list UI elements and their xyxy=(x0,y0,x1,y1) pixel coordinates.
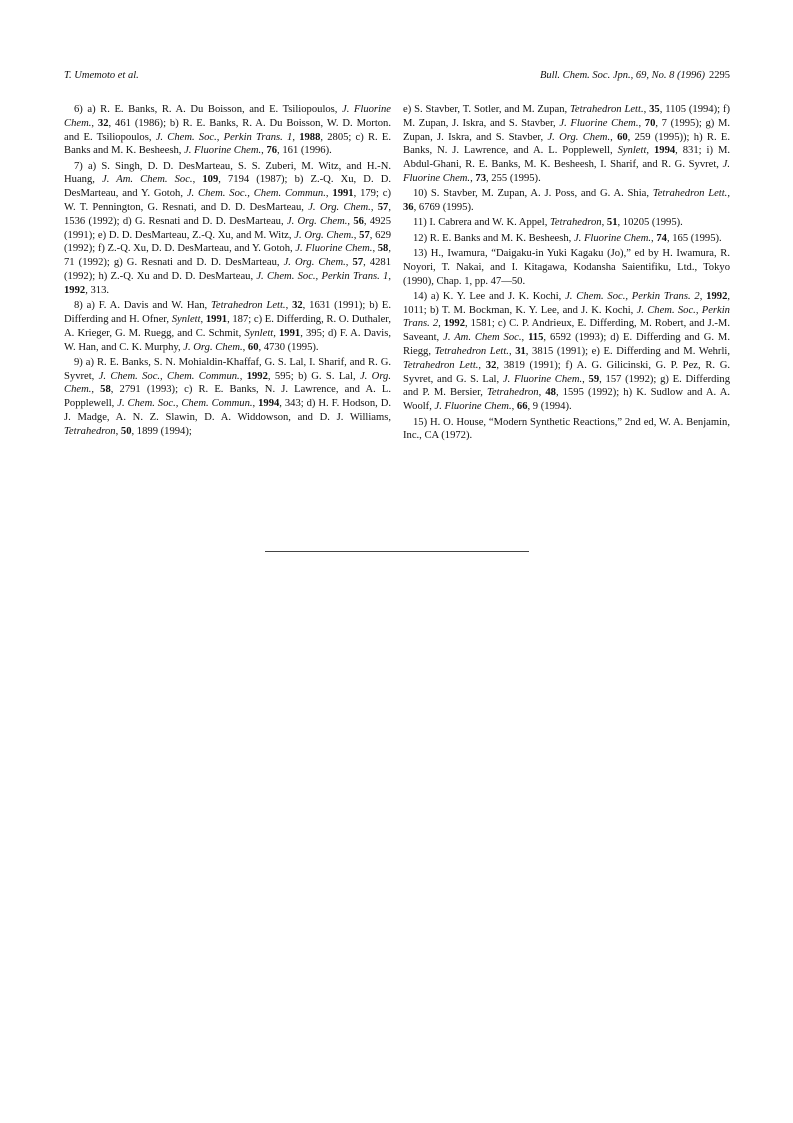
reference-text: , 4281 (1992); h) Z.-Q. Xu and D. D. DesMarteau, xyxy=(64,257,392,283)
reference-text: , xyxy=(470,172,476,184)
reference-text: , 161 (1996). xyxy=(277,145,332,157)
reference-text: , xyxy=(91,384,101,396)
reference-text: , 3819 (1991); f) A. G. Gilicinski, G. P. Pez, R. G. Syvret, and G. S. Lal, xyxy=(403,359,731,385)
reference-text: , 595; b) G. S. Lal, xyxy=(267,370,360,382)
reference-text: , 1536 (1992); d) G. Resnati and D. D. DesMarteau, xyxy=(64,202,391,227)
journal-name: J. Org. Chem. xyxy=(64,370,392,396)
reference-text: , xyxy=(538,387,546,399)
journal-name: Tetrahedron Lett. xyxy=(570,104,644,115)
reference-text: , 259 (1995)); h) R. E. Banks, N. J. Lawrence, and A. L. Popplewell, xyxy=(403,131,731,157)
running-header xyxy=(64,70,730,86)
reference-text: , xyxy=(521,332,529,344)
journal-name: Synlett xyxy=(171,313,201,325)
reference-text: 6) a) R. E. Banks, R. A. Du Boisson, and E. Tsiliopoulos, xyxy=(74,104,343,115)
reference-text: , xyxy=(200,313,206,325)
journal-name: J. Chem. Soc., Perkin Trans. 1 xyxy=(155,131,293,143)
volume-number: 31 xyxy=(515,346,526,358)
reference-text: , xyxy=(347,215,354,227)
reference-text: , xyxy=(239,370,247,382)
reference-text: e) S. Stavber, T. Sotler, and M. Zupan, xyxy=(403,104,570,115)
reference-text: , xyxy=(438,318,444,330)
reference-text: , xyxy=(508,346,516,358)
journal-name: J. Am. Chem Soc. xyxy=(443,332,522,344)
reference-text: , 1595 (1992); h) K. Sudlow and A. A. Woolf, xyxy=(403,387,731,413)
reference-text: , 395; d) F. A. Davis, W. Han, and C. K. Murphy, xyxy=(64,327,391,353)
journal-name: J. Org. Chem. xyxy=(183,341,243,353)
volume-number: 56 xyxy=(353,215,364,227)
header-journal-info xyxy=(540,70,730,81)
reference-15 xyxy=(403,416,730,444)
reference-text: , xyxy=(638,117,645,129)
reference-text: , xyxy=(370,202,378,214)
reference-text: , 1011; b) T. M. Bockman, K. Y. Lee, and J. K. Kochi, xyxy=(403,290,731,316)
reference-14 xyxy=(403,290,730,414)
reference-text: , 1581; c) C. P. Andrieux, E. Differding, M. Robert, and J.-M. Saveant, xyxy=(403,318,730,344)
journal-name: J. Chem. Soc., Perkin Trans. 2 xyxy=(403,304,730,330)
volume-number: 51 xyxy=(606,217,618,229)
reference-text: , 313. xyxy=(85,284,110,296)
reference-text: , 179; c) W. T. Pennington, G. Resnati, and D. D. DesMarteau, xyxy=(64,188,392,214)
reference-text: 11) I. Cabrera and W. K. Appel, xyxy=(413,217,550,229)
volume-number: 115 xyxy=(528,332,544,344)
volume-number: 60 xyxy=(617,131,628,143)
reference-text: , xyxy=(252,398,259,410)
reference-text: , xyxy=(610,131,618,143)
reference-text: , 9 (1994). xyxy=(527,401,572,413)
reference-text: , xyxy=(91,117,98,129)
volume-number: 1991 xyxy=(279,327,301,339)
journal-name: J. Fluorine Chem. xyxy=(403,159,730,184)
journal-name: Tetrahedron xyxy=(486,387,539,399)
reference-text: , xyxy=(115,425,121,437)
reference-text: , 2805; c) R. E. Banks and M. K. Besheesh, xyxy=(64,131,392,157)
reference-text: , xyxy=(292,131,300,143)
volume-number: 76 xyxy=(266,145,278,157)
volume-number: 1991 xyxy=(332,188,354,200)
journal-name: Tetrahedron Lett. xyxy=(434,346,509,358)
reference-text: , 831; i) M. Abdul-Ghani, R. E. Banks, M. K. Besheesh, I. Sharif, and R. G. Syvret, xyxy=(403,145,731,171)
reference-text: , 6769 (1995). xyxy=(413,202,474,214)
end-rule xyxy=(265,551,529,552)
journal-name: J. Fluorine Chem. xyxy=(295,243,373,255)
volume-number: 36 xyxy=(403,202,414,214)
reference-text: , xyxy=(353,229,360,241)
reference-text: , xyxy=(511,401,517,413)
reference-text: , 165 (1995). xyxy=(666,232,722,244)
journal-name: J. Org. Chem. xyxy=(308,202,371,214)
volume-number: 58 xyxy=(100,384,111,396)
reference-text: , 71 (1992); g) G. Resnati and D. D. DesMarteau, xyxy=(64,243,391,269)
reference-text: 7) a) S. Singh, D. D. DesMarteau, S. S. Zuberi, M. Witz, and H.-N. Huang, xyxy=(64,160,391,186)
reference-text: , 3815 (1991); e) E. Differding and M. Wehrli, xyxy=(525,346,731,358)
reference-text: , 157 (1992); g) E. Differding and P. M. Bersier, xyxy=(403,373,731,399)
journal-name: J. Chem. Soc., Chem. Commun. xyxy=(117,398,253,410)
volume-number: 32 xyxy=(292,300,303,312)
reference-9 xyxy=(64,356,391,439)
reference-text: , xyxy=(273,327,279,339)
reference-text: , xyxy=(428,346,435,358)
reference-9-continued xyxy=(403,103,730,186)
reference-14-part-b xyxy=(403,346,730,412)
volume-number: 1991 xyxy=(205,313,228,325)
header-authors: T. Umemoto et al. xyxy=(64,70,139,81)
reference-text: 9) a) R. E. Banks, S. N. Mohialdin-Khaffaf, G. S. Lal, I. Sharif, and R. G. Syvret, xyxy=(64,356,391,382)
page-number: 2295 xyxy=(709,70,730,81)
journal-name: Tetrahedron Lett. xyxy=(652,188,728,200)
volume-number: 57 xyxy=(359,229,370,241)
reference-text: , xyxy=(242,341,248,353)
volume-number: 50 xyxy=(120,425,132,437)
journal-name: J. Org. Chem. xyxy=(547,131,611,143)
journal-name: J. Chem. Soc., Chem. Commun. xyxy=(186,188,326,200)
reference-text: , xyxy=(651,232,657,244)
reference-text: , 187; c) E. Differding, R. O. Duthaler, A. Krieger, G. M. Ruegg, and C. Schmit, xyxy=(64,313,392,339)
reference-text: 14) a) K. Y. Lee and J. K. Kochi, xyxy=(413,290,566,302)
volume-number: 48 xyxy=(545,387,556,399)
reference-13 xyxy=(403,247,730,288)
volume-number: 73 xyxy=(475,172,486,184)
volume-number: 74 xyxy=(656,232,667,244)
reference-8 xyxy=(64,299,391,354)
reference-text: , xyxy=(388,271,391,283)
journal-name: J. Fluorine Chem. xyxy=(434,401,512,413)
reference-text: , 4730 (1995). xyxy=(258,341,319,353)
volume-number: 66 xyxy=(516,401,528,413)
volume-number: 109 xyxy=(202,174,219,186)
reference-text: , xyxy=(601,217,607,229)
volume-number: 70 xyxy=(644,117,656,129)
reference-text: , xyxy=(643,104,650,115)
journal-name: J. Chem. Soc., Perkin Trans. 2 xyxy=(565,290,700,302)
volume-number: 1992 xyxy=(706,290,728,302)
reference-text: , 629 (1992); f) Z.-Q. Xu, D. D. DesMarteau, and Y. Gotoh, xyxy=(64,229,392,255)
volume-number: 1994 xyxy=(653,145,676,157)
volume-number: 1992 xyxy=(64,284,86,296)
volume-number: 32 xyxy=(485,359,497,371)
reference-7 xyxy=(64,160,391,298)
reference-text: , xyxy=(582,373,589,385)
journal-name: Synlett xyxy=(244,327,274,339)
reference-text: , 7 (1995); g) M. Zupan, J. Iskra, and S. Stavber, xyxy=(403,117,731,143)
volume-number: 1994 xyxy=(258,398,280,410)
reference-text: 13) H., Iwamura, “Daigaku-in Yuki Kagaku (Jo),” ed by H. Iwamura, R. Noyori, T. Nakai, and I. Kitagawa, Kodansha Saientifiku, Ltd., Tokyo (1990), Chap. 1, pp. 47—50. xyxy=(403,247,730,287)
volume-number: 32 xyxy=(97,117,109,129)
journal-name: J. Fluorine Chem. xyxy=(502,373,583,385)
left-column xyxy=(64,103,391,440)
reference-text: , xyxy=(285,300,293,312)
volume-number: 57 xyxy=(352,257,364,269)
reference-text: , 1631 (1991); b) E. Differding and H. Ofner, xyxy=(64,300,391,325)
reference-text: , xyxy=(727,188,730,200)
reference-text: , 1899 (1994); xyxy=(131,425,192,437)
volume-number: 35 xyxy=(649,104,660,115)
volume-number: 1992 xyxy=(246,370,268,382)
journal-name: J. Chem. Soc., Perkin Trans. 1 xyxy=(256,271,389,283)
reference-12 xyxy=(403,232,730,246)
journal-name: Tetrahedron xyxy=(550,217,602,229)
reference-text: , 343; d) H. F. Hodson, D. J. Madge, A. N. Z. Slawin, D. A. Widdowson, and D. J. Williams, xyxy=(64,398,392,424)
right-column xyxy=(403,103,730,445)
journal-name: J. Org. Chem. xyxy=(283,257,346,269)
volume-number: 58 xyxy=(377,243,389,255)
journal-name: J. Fluorine Chem. xyxy=(573,232,652,244)
reference-text: , xyxy=(699,290,707,302)
journal-name: J. Chem. Soc., Chem. Commun. xyxy=(98,370,240,382)
journal-name: J. Fluorine Chem. xyxy=(559,117,639,129)
reference-text: , xyxy=(261,145,267,157)
reference-text: 10) S. Stavber, M. Zupan, A. J. Poss, and G. A. Shia, xyxy=(413,188,653,200)
reference-text: , xyxy=(345,257,353,269)
reference-text: , xyxy=(325,188,333,200)
volume-number: 57 xyxy=(377,202,389,214)
journal-name: J. Fluorine Chem. xyxy=(64,104,391,129)
journal-name: J. Am. Chem. Soc. xyxy=(102,174,193,186)
reference-text: , 1105 (1994); f) M. Zupan, J. Iskra, and S. Stavber, xyxy=(403,104,730,129)
journal-name: Tetrahedron xyxy=(64,425,116,437)
reference-text: 15) H. O. House, “Modern Synthetic Reactions,” 2nd ed, W. A. Benjamin, Inc., CA (1972). xyxy=(403,416,730,442)
reference-text: , 4925 (1991); e) D. D. DesMarteau, Z.-Q. Xu, and M. Witz, xyxy=(64,215,392,241)
reference-10 xyxy=(403,187,730,215)
reference-text: , 255 (1995). xyxy=(485,172,541,184)
reference-text: , 10205 (1995). xyxy=(617,217,683,229)
reference-text: , 7194 (1987); b) Z.-Q. Xu, D. D. DesMarteau, and Y. Gotoh, xyxy=(64,174,392,200)
journal-name: Synlett xyxy=(617,145,647,157)
reference-text: , 2791 (1993); c) R. E. Banks, N. J. Lawrence, and A. L. Popplewell, xyxy=(64,384,392,410)
reference-text: , xyxy=(646,145,654,157)
reference-text: , xyxy=(478,359,486,371)
reference-text: 12) R. E. Banks and M. K. Besheesh, xyxy=(413,232,574,244)
reference-6 xyxy=(64,103,391,158)
reference-text: , 6592 (1993); d) E. Differding and G. M. Riegg xyxy=(403,332,730,358)
reference-text: 8) a) F. A. Davis and W. Han, xyxy=(74,300,211,312)
reference-11 xyxy=(403,216,730,230)
reference-text: , xyxy=(372,243,378,255)
volume-number: 59 xyxy=(588,373,600,385)
volume-number: 60 xyxy=(247,341,259,353)
journal-name: Tetrahedron Lett. xyxy=(210,300,286,312)
header-journal: Bull. Chem. Soc. Jpn., 69, No. 8 (1996) xyxy=(539,70,705,81)
volume-number: 1992 xyxy=(443,318,465,330)
volume-number: 1988 xyxy=(299,131,321,143)
journal-name: J. Fluorine Chem. xyxy=(184,145,262,157)
journal-name: J. Org. Chem. xyxy=(294,229,354,241)
journal-name: J. Org. Chem. xyxy=(286,215,348,227)
reference-text: , 461 (1986); b) R. E. Banks, R. A. Du Boisson, W. D. Morton. and E. Tsiliopoulos, xyxy=(64,117,392,143)
reference-text: , xyxy=(192,174,203,186)
journal-name: Tetrahedron Lett. xyxy=(403,359,479,371)
